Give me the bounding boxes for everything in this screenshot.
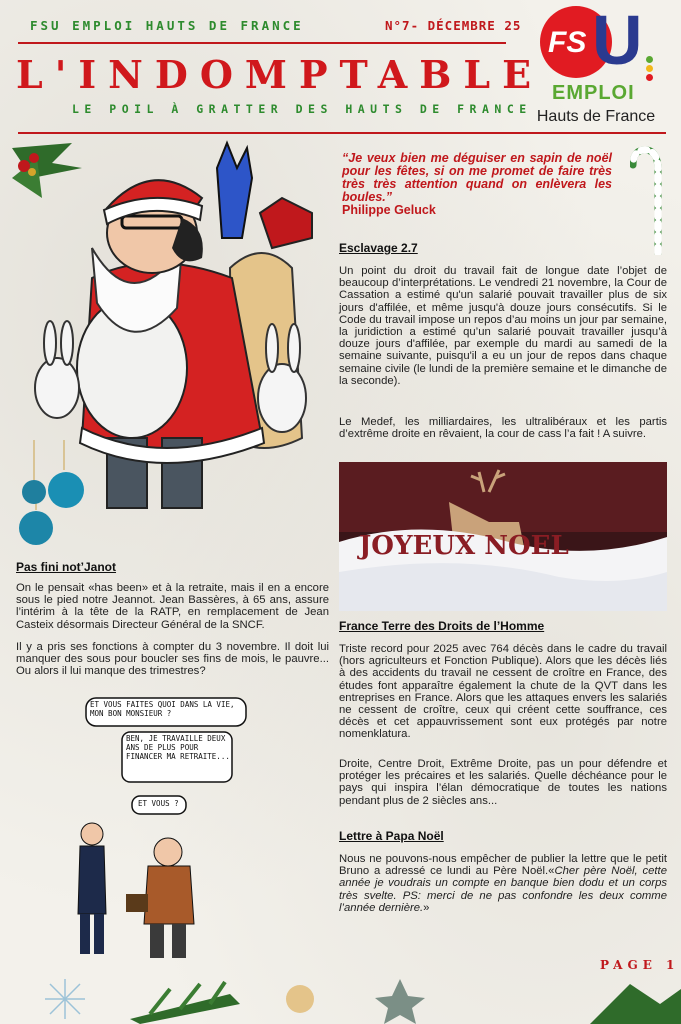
fsu-logo	[536, 1, 666, 128]
article-droits-p1: Triste record pour 2025 avec 764 décès dans le cadre du travail (hors agriculteurs et Fonction Publique). Alors que les décès liés à des accidents du travail ne cessent de croître en France, des études font apparaître également la chute de la QVT dans les entreprises en France. Alors que les attaques envers les salariés ne cessent de croître, ceux qui créent cette souffrance, ces décès et cet appauvrissement sont eux protégés par notre nomenklatura.	[339, 643, 667, 741]
article-esclavage-p2: Le Medef, les milliardaires, les ultralibéraux et les partis d’extrême droite en rêvaient, la cour de cass l’a fait ! A suivre.	[339, 416, 667, 441]
comic-cartoon	[56, 694, 266, 968]
ornaments-illustration	[14, 440, 94, 550]
quote-text: “Je veux bien me déguiser en sapin de noël pour les fêtes, si on me promet de faire très très très attention quand on enlèvera les boules.”	[342, 151, 612, 204]
ornament-ball-icon	[48, 472, 84, 508]
star-ornament-icon	[375, 979, 425, 1024]
bunny-left-icon	[35, 321, 79, 418]
page-number: PAGE 1	[600, 958, 680, 972]
lettre-plain: Nous ne pouvons-nous empêcher de publier la lettre que le petit Bruno a adressé ce lundi au Père Noël.«	[339, 853, 667, 878]
footer-decoration	[0, 974, 681, 1024]
quote-block	[342, 152, 612, 217]
lettre-end: »	[423, 901, 430, 914]
article-esclavage-p1: Un point du droit du travail fait de longue date l’objet de beaucoup d’interprétations. Le vendredi 21 novembre, la Cour de Cassation a estimé qu'un salarié pouvait travailler plus de six jours d'affilée, et même jusqu'à douze jours consécutifs. Si le Code du travail impose un repos d’au moins un jour par semaine, la juridiction a estimé qu’un salarié pouvait travailler jusqu’à douze jours d'affilée, par exemple du mardi au samedi de la semaine suivante, puisqu'il a eu un jour de repos dans chaque semaine civile (le lundi de la première semaine et le dimanche de la seconde).	[339, 265, 667, 387]
comic-bubble-1: ET VOUS FAITES QUOI DANS LA VIE, MON BON MONSIEUR ?	[90, 700, 235, 718]
ornament-ball-icon	[22, 480, 46, 504]
issue-number: N°7- DÉCEMBRE 25	[385, 18, 522, 33]
quote-author: Philippe Geluck	[342, 203, 436, 217]
holly-branch-icon	[12, 143, 82, 198]
header-bottom-rule	[18, 132, 666, 134]
logo-u: U	[592, 1, 643, 79]
masthead-title: L'INDOMPTABLE	[16, 52, 544, 97]
article-lettre-title: Lettre à Papa Noël	[339, 829, 444, 843]
gold-ornament-icon	[286, 985, 314, 1013]
article-janot-p2: Il y a pris ses fonctions à compter du 3 novembre. Il doit lui manquer des sous pour boucler ses fins de mois, le pauvre... Ou alors il lui manque des trimestres?	[16, 641, 329, 678]
logo-emploi: EMPLOI	[552, 82, 635, 104]
xmas-banner-text: JOYEUX NOEL	[359, 531, 569, 561]
logo-dots	[646, 56, 654, 83]
ornament-ball-icon	[19, 511, 53, 545]
comic-bubble-3: ET VOUS ?	[138, 799, 179, 808]
worker-figure-icon	[126, 838, 194, 958]
lettre-italic: Cher père Noël, cette année je voudrais un compte en banque bien dodu et un corps très svelte. PS: merci de ne pas confondre les deux comme l’année dernière.	[339, 865, 667, 914]
comic-bubble-2: BEN, JE TRAVAILLE DEUX ANS DE PLUS POUR FINANCER MA RETRAITE...	[126, 734, 230, 761]
article-janot-title: Pas fini not’Janot	[16, 560, 117, 574]
pine-branch-icon	[130, 982, 240, 1024]
article-droits-p2: Droite, Centre Droit, Extrême Droite, pas un pour défendre et protéger les précaires et les salariés. Quelle déchéance pour le pays qui inspira l’élan démocratique de toutes les nations pendant plus de 2 siècles ans...	[339, 758, 667, 807]
macron-figure-icon	[78, 823, 106, 954]
article-lettre-p1	[339, 853, 667, 914]
joyeux-noel-image	[339, 462, 667, 611]
article-esclavage-title: Esclavage 2.7	[339, 241, 418, 255]
article-janot-p1: On le pensait «has been» et à la retraite, mais il en a encore sous le pied notre Jeannot. Jean Bassères, à 65 ans, assure l’intérim à la tête de la RATP, en remplacement de Jean Casteix désormais Directeur Général de la SNCF.	[16, 582, 329, 631]
article-droits-title: France Terre des Droits de l’Homme	[339, 619, 545, 633]
candy-cane-icon	[630, 145, 670, 255]
pine-branch-icon	[590, 984, 681, 1024]
logo-fs: FS	[548, 26, 587, 59]
org-line: FSU EMPLOI HAUTS DE FRANCE	[30, 18, 304, 33]
snowflake-icon	[45, 979, 85, 1019]
header-rule	[18, 42, 506, 44]
tagline: LE POIL À GRATTER DES HAUTS DE FRANCE	[72, 102, 532, 116]
logo-region: Hauts de France	[536, 108, 656, 125]
